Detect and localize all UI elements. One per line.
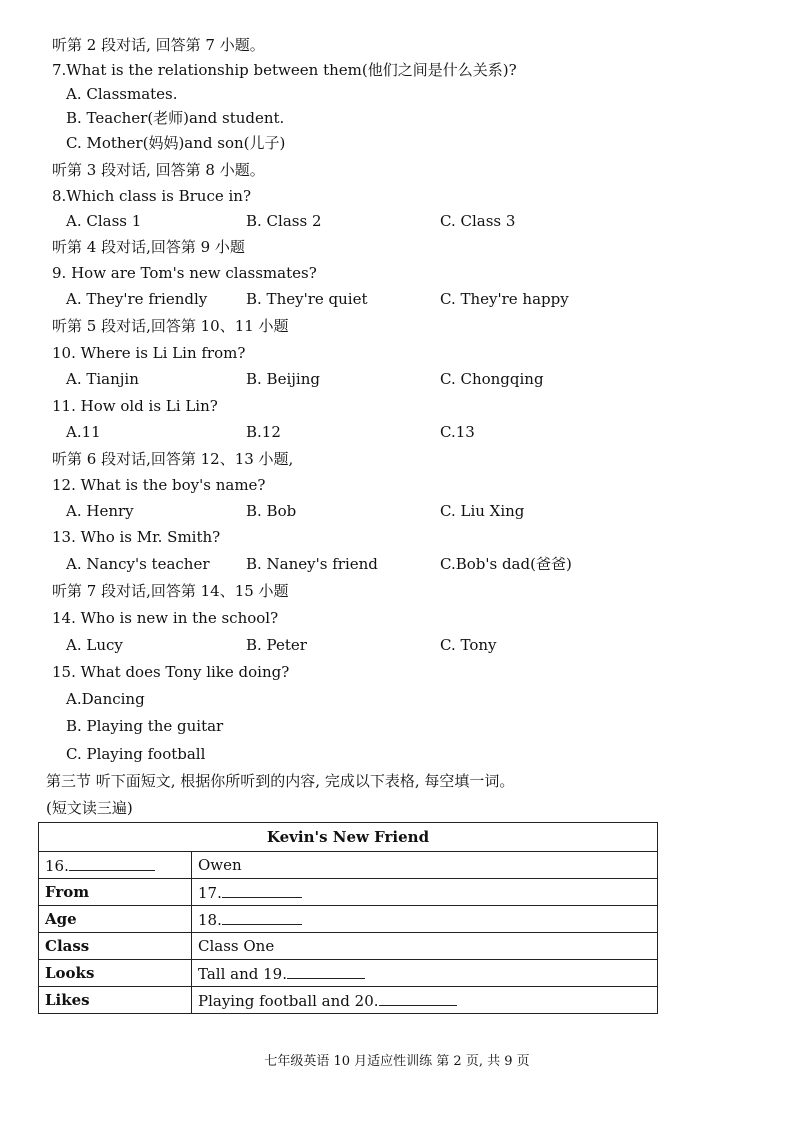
q12-option-c: C. Liu Xing [440, 502, 525, 520]
part-3-note: (短文读三遍) [46, 799, 133, 817]
q9-option-a: A. They're friendly [66, 290, 208, 308]
question-14: 14. Who is new in the school? [52, 609, 279, 627]
question-7: 7.What is the relationship between them(他们之间是什么关系)? [52, 61, 517, 79]
q7-option-b: B. Teacher(老师)and student. [66, 109, 285, 127]
q8-option-b: B. Class 2 [246, 212, 322, 230]
q13-option-b: B. Naney's friend [246, 555, 378, 573]
q7-option-a: A. Classmates. [66, 85, 178, 103]
section-2-instruction: 听第 2 段对话, 回答第 7 小题。 [52, 36, 265, 54]
row-value [192, 906, 658, 933]
table-row [39, 960, 658, 987]
q11-option-a: A.11 [66, 423, 101, 441]
row-value [192, 879, 658, 906]
row-value-text: Tall and 19. [198, 964, 287, 983]
q15-option-a: A.Dancing [66, 690, 145, 708]
answer-blank-18[interactable] [222, 910, 302, 925]
row-value [192, 960, 658, 987]
row-label: Class [39, 933, 192, 960]
q10-option-a: A. Tianjin [66, 370, 139, 388]
q7-option-c: C. Mother(妈妈)and son(儿子) [66, 134, 286, 152]
q8-option-c: C. Class 3 [440, 212, 516, 230]
q10-option-b: B. Beijing [246, 370, 320, 388]
q8-option-a: A. Class 1 [66, 212, 142, 230]
q11-option-b: B.12 [246, 423, 281, 441]
table-row [39, 933, 658, 960]
row-value-text: Playing football and 20. [198, 991, 379, 1010]
answer-blank-19[interactable] [287, 964, 365, 979]
table-row [39, 852, 658, 879]
row-value: Class One [192, 933, 658, 960]
section-6-instruction: 听第 6 段对话,回答第 12、13 小题, [52, 450, 294, 468]
table-row [39, 906, 658, 933]
row-label: Age [39, 906, 192, 933]
table-row [39, 879, 658, 906]
table-title-row [39, 823, 658, 852]
question-8: 8.Which class is Bruce in? [52, 187, 251, 205]
question-9: 9. How are Tom's new classmates? [52, 264, 317, 282]
q14-option-b: B. Peter [246, 636, 307, 654]
row-value: Owen [192, 852, 658, 879]
section-3-instruction: 听第 3 段对话, 回答第 8 小题。 [52, 161, 265, 179]
row-value [192, 987, 658, 1014]
page-footer: 七年级英语 10 月适应性训练 第 2 页, 共 9 页 [264, 1054, 530, 1069]
question-13: 13. Who is Mr. Smith? [52, 528, 221, 546]
q13-option-a: A. Nancy's teacher [66, 555, 210, 573]
row-label: Looks [39, 960, 192, 987]
q13-option-c: C.Bob's dad(爸爸) [440, 555, 572, 573]
section-5-instruction: 听第 5 段对话,回答第 10、11 小题 [52, 317, 289, 335]
q12-option-a: A. Henry [66, 502, 134, 520]
table-title: Kevin's New Friend [39, 823, 658, 852]
row-label: Likes [39, 987, 192, 1014]
row-label-text: 16. [45, 856, 69, 875]
q15-option-b: B. Playing the guitar [66, 717, 224, 735]
section-4-instruction: 听第 4 段对话,回答第 9 小题 [52, 238, 245, 256]
question-11: 11. How old is Li Lin? [52, 397, 218, 415]
kevin-table [38, 822, 658, 1014]
question-10: 10. Where is Li Lin from? [52, 344, 246, 362]
row-value-text: 17. [198, 883, 222, 902]
question-15: 15. What does Tony like doing? [52, 663, 290, 681]
q12-option-b: B. Bob [246, 502, 297, 520]
table-row [39, 987, 658, 1014]
q14-option-a: A. Lucy [66, 636, 123, 654]
section-7-instruction: 听第 7 段对话,回答第 14、15 小题 [52, 582, 289, 600]
answer-blank-17[interactable] [222, 883, 302, 898]
q9-option-b: B. They're quiet [246, 290, 368, 308]
answer-blank-20[interactable] [379, 991, 457, 1006]
row-label: From [39, 879, 192, 906]
q9-option-c: C. They're happy [440, 290, 569, 308]
q10-option-c: C. Chongqing [440, 370, 544, 388]
answer-blank-16[interactable] [69, 856, 155, 871]
row-value-text: 18. [198, 910, 222, 929]
q14-option-c: C. Tony [440, 636, 497, 654]
q15-option-c: C. Playing football [66, 745, 206, 763]
question-12: 12. What is the boy's name? [52, 476, 266, 494]
row-label [39, 852, 192, 879]
q11-option-c: C.13 [440, 423, 475, 441]
part-3-instruction: 第三节 听下面短文, 根据你所听到的内容, 完成以下表格, 每空填一词。 [46, 772, 515, 790]
